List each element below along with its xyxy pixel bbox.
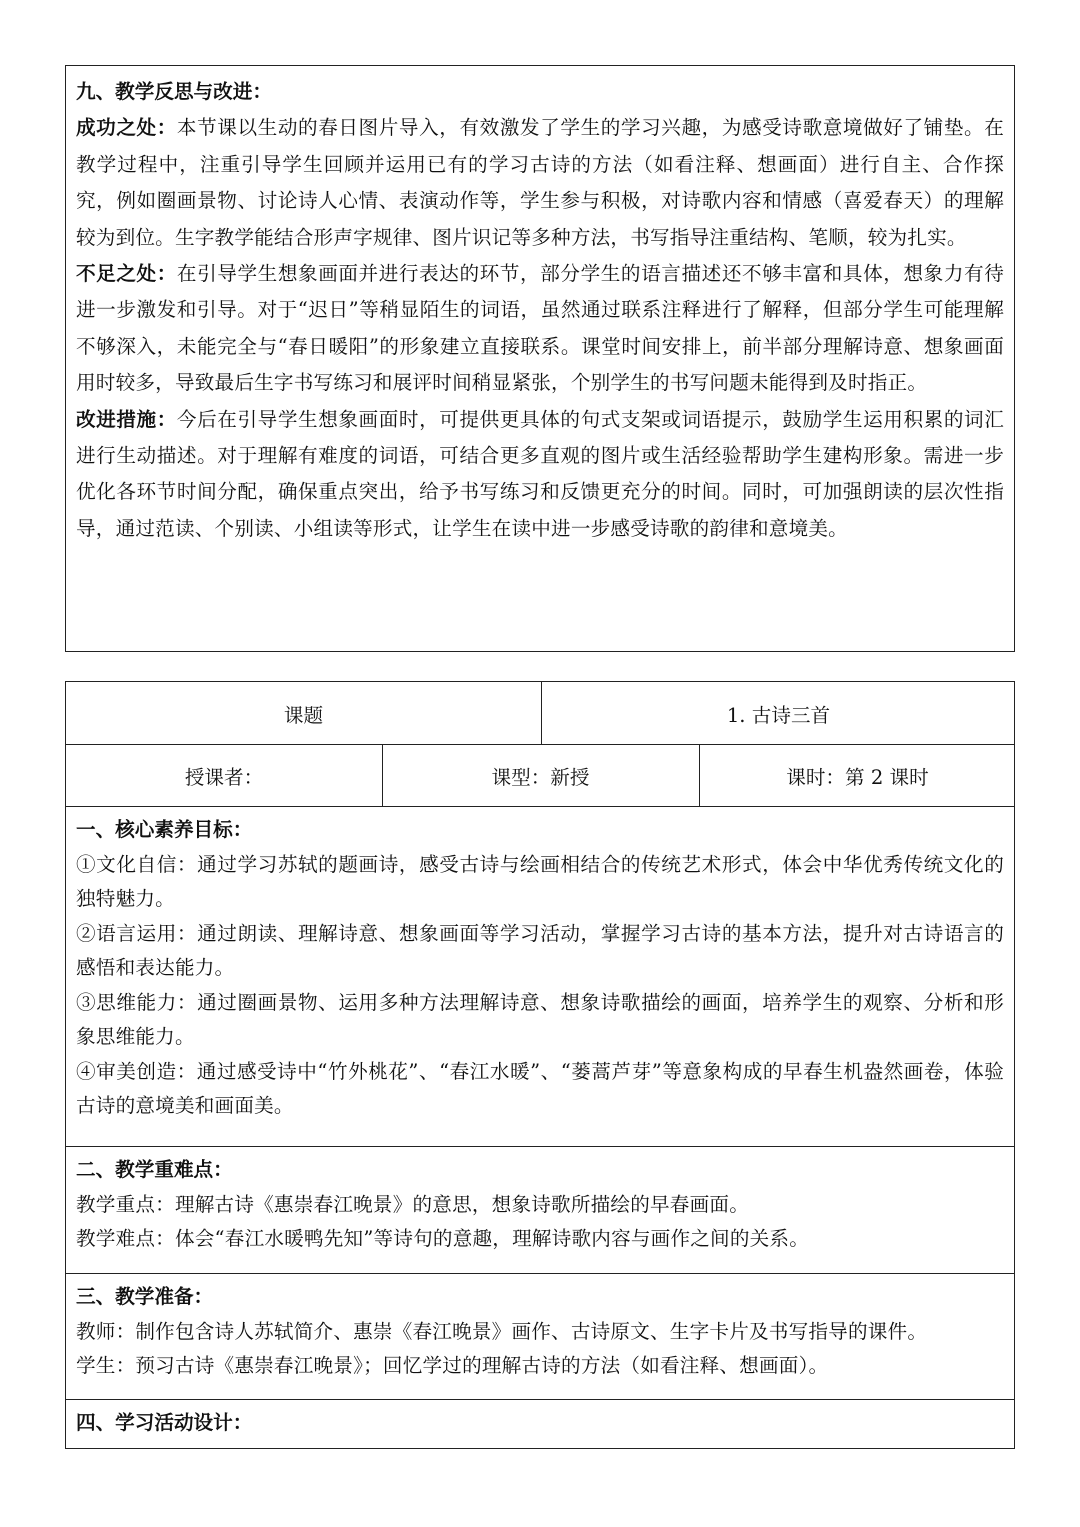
success-label: 成功之处： [76, 116, 177, 140]
key-points-title: 二、教学重难点： [76, 1158, 233, 1181]
key-points-section [66, 1146, 1014, 1273]
shortcoming-label: 不足之处： [76, 262, 177, 286]
goal-item: ④审美创造：通过感受诗中“竹外桃花”、“春江水暖”、“蒌蒿芦芽”等意象构成的早春生机盎然画卷，体验古诗的意境美和画面美。 [76, 1059, 1004, 1117]
preparation-title: 三、教学准备： [76, 1285, 214, 1308]
lesson-type: 课型：新授 [491, 765, 590, 789]
activities-title: 四、学习活动设计： [76, 1411, 253, 1434]
improvement-text: 今后在引导学生想象画面时，可提供更具体的句式支架或词语提示，鼓励学生运用积累的词汇进行生动描述。对于理解有难度的词语，可结合更多直观的图片或生活经验帮助学生建构形象。需进一步优化各环节时间分配，确保重点突出，给予书写练习和反馈更充分的时间。同时，可加强朗读的层次性指导，通过范读、个别读、小组读等形式，让学生在读中进一步感受诗歌的韵律和意境美。 [76, 407, 1005, 540]
lesson-period: 课时：第 2 课时 [786, 765, 929, 789]
reflection-title: 九、教学反思与改进： [76, 80, 272, 103]
goal-item: ②语言运用：通过朗读、理解诗意、想象画面等学习活动，掌握学习古诗的基本方法，提升对古诗语言的感悟和表达能力。 [76, 921, 1004, 979]
activities-section [66, 1399, 1014, 1449]
shortcoming-text: 在引导学生想象画面并进行表达的环节，部分学生的语言描述还不够丰富和具体，想象力有待进一步激发和引导。对于“迟日”等稍显陌生的词语，虽然通过联系注释进行了解释，但部分学生可能理解不够深入，未能完全与“春日暖阳”的形象建立直接联系。课堂时间安排上，前半部分理解诗意、想象画面用时较多，导致最后生字书写练习和展评时间稍显紧张，个别学生的书写问题未能得到及时指正。 [76, 262, 1005, 395]
info-row [66, 744, 1014, 806]
improvement-label: 改进措施： [76, 407, 177, 431]
topic-value: 1. 古诗三首 [726, 703, 831, 727]
reflection-section [65, 65, 1015, 652]
goal-item: ①文化自信：通过学习苏轼的题画诗，感受古诗与绘画相结合的传统艺术形式，体会中华优秀传统文化的独特魅力。 [76, 852, 1004, 910]
goal-item: ③思维能力：通过圈画景物、运用多种方法理解诗意、想象诗歌描绘的画面，培养学生的观察、分析和形象思维能力。 [76, 990, 1004, 1048]
success-paragraph [76, 110, 1004, 256]
preparation-section [66, 1273, 1014, 1399]
teaching-focus: 教学重点：理解古诗《惠崇春江晚景》的意思，想象诗歌所描绘的早春画面。 [76, 1192, 749, 1216]
teacher-preparation: 教师：制作包含诗人苏轼简介、惠崇《春江晚景》画作、古诗原文、生字卡片及书写指导的课件。 [76, 1319, 928, 1343]
improvement-paragraph [76, 402, 1004, 548]
success-text: 本节课以生动的春日图片导入，有效激发了学生的学习兴趣，为感受诗歌意境做好了铺垫。在教学过程中，注重引导学生回顾并运用已有的学习古诗的方法（如看注释、想画面）进行自主、合作探究，例如圈画景物、讨论诗人心情、表演动作等，学生参与积极，对诗歌内容和情感（喜爱春天）的理解较为到位。生字教学能结合形声字规律、图片识记等多种方法，书写指导注重结构、笔顺，较为扎实。 [76, 116, 1005, 249]
student-preparation: 学生：预习古诗《惠崇春江晚景》；回忆学过的理解古诗的方法（如看注释、想画面）。 [76, 1354, 829, 1377]
teacher-label: 授课者： [184, 765, 264, 789]
lesson-plan-table [65, 681, 1015, 1449]
teaching-difficulty: 教学难点：体会“春江水暖鸭先知”等诗句的意趣，理解诗歌内容与画作之间的关系。 [76, 1227, 810, 1250]
goals-title: 一、核心素养目标： [76, 818, 253, 841]
goals-section [66, 806, 1014, 1146]
topic-row [66, 682, 1014, 744]
shortcoming-paragraph [76, 256, 1004, 402]
topic-label: 课题 [283, 703, 324, 727]
